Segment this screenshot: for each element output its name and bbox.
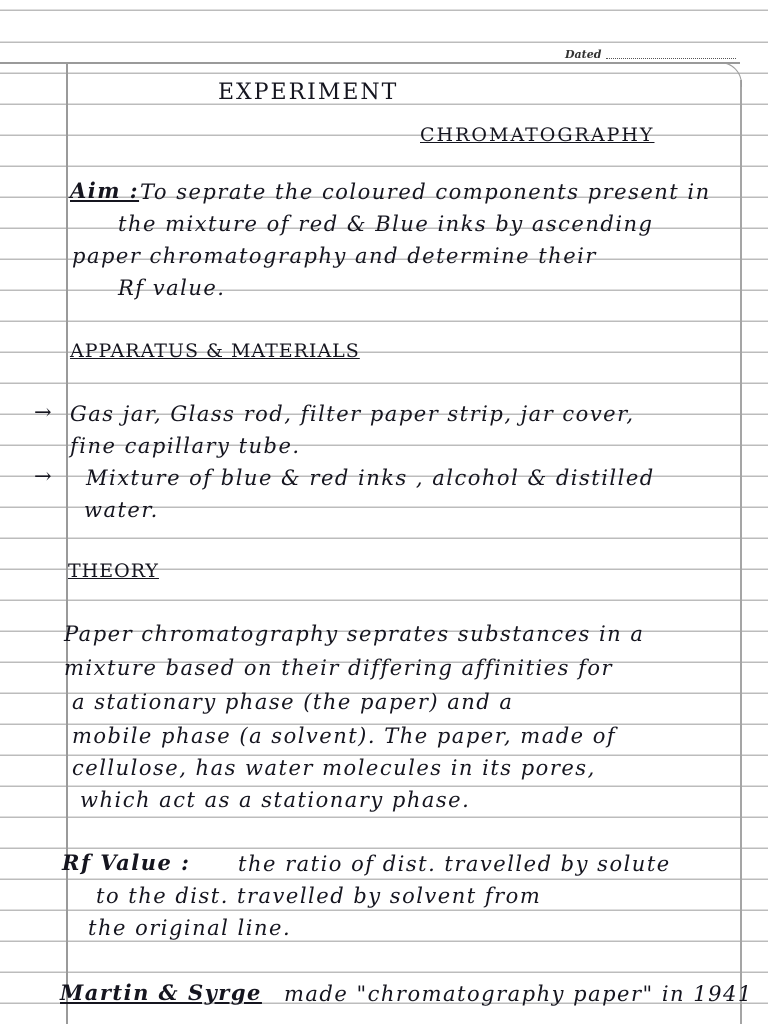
aim-line: Rf value. bbox=[118, 276, 226, 300]
rf-line: to the dist. travelled by solvent from bbox=[96, 884, 542, 908]
rf-line: the ratio of dist. travelled by solute bbox=[238, 852, 671, 876]
footer-text: made "chromatography paper" in 1941 bbox=[284, 982, 753, 1006]
theory-heading: THEORY bbox=[68, 560, 159, 582]
theory-line: cellulose, has water molecules in its pores, bbox=[72, 756, 596, 780]
apparatus-heading: APPARATUS & MATERIALS bbox=[70, 340, 360, 362]
arrow-icon: → bbox=[34, 464, 54, 488]
right-margin-line bbox=[740, 80, 742, 1024]
theory-line: mixture based on their differing affinities for bbox=[64, 656, 614, 680]
arrow-icon: → bbox=[34, 400, 54, 424]
page-corner bbox=[700, 62, 742, 87]
footer-names: Martin & Syrge bbox=[60, 980, 262, 1005]
rf-line: the original line. bbox=[88, 916, 292, 940]
dated-line bbox=[606, 58, 736, 59]
apparatus-line: Gas jar, Glass rod, filter paper strip, jar cover, bbox=[70, 402, 635, 426]
dated-label: Dated bbox=[565, 48, 602, 61]
theory-line: a stationary phase (the paper) and a bbox=[72, 690, 514, 714]
top-rule bbox=[0, 62, 740, 64]
page-title: EXPERIMENT bbox=[218, 80, 399, 105]
apparatus-line: Mixture of blue & red inks , alcohol & distilled bbox=[86, 466, 655, 490]
theory-line: Paper chromatography seprates substances in a bbox=[64, 622, 645, 646]
aim-line: the mixture of red & Blue inks by ascending bbox=[118, 212, 654, 236]
aim-line: To seprate the coloured components present in bbox=[140, 180, 711, 204]
apparatus-line: fine capillary tube. bbox=[70, 434, 301, 458]
page-subtitle: CHROMATOGRAPHY bbox=[420, 124, 655, 146]
apparatus-line: water. bbox=[84, 498, 159, 522]
aim-label: Aim : bbox=[70, 178, 140, 203]
aim-line: paper chromatography and determine their bbox=[72, 244, 597, 268]
theory-line: which act as a stationary phase. bbox=[80, 788, 471, 812]
margin-line bbox=[66, 62, 68, 1024]
theory-line: mobile phase (a solvent). The paper, made of bbox=[72, 724, 617, 748]
rf-label: Rf Value : bbox=[62, 850, 191, 875]
